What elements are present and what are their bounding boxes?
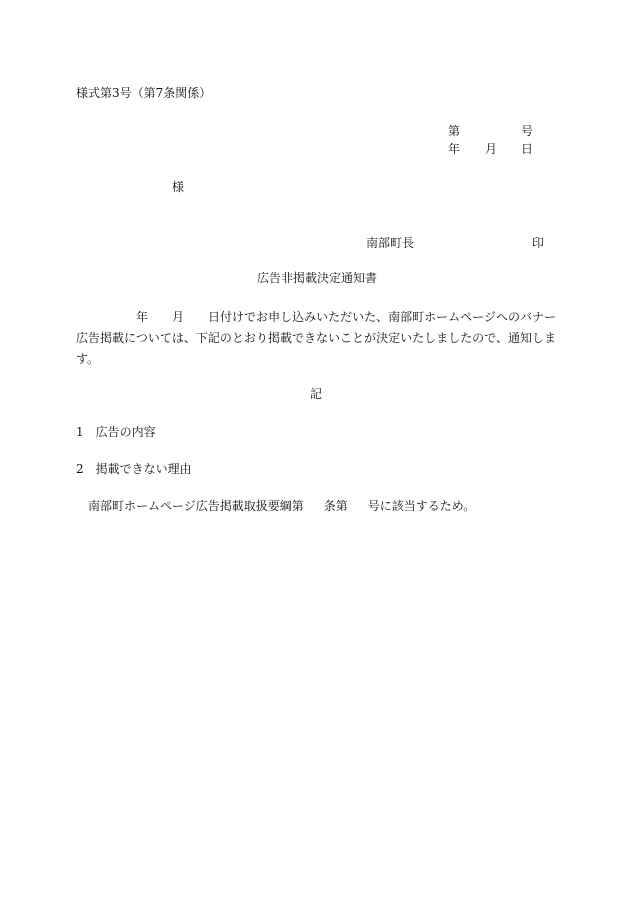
reason-line <box>88 499 475 513</box>
item-label: 掲載できない理由 <box>95 462 192 476</box>
body-paragraph <box>76 307 556 370</box>
reference-number-prefix: 第 <box>448 124 461 138</box>
body-year-label: 年 <box>136 310 149 324</box>
reference-number-suffix: 号 <box>521 124 534 138</box>
reason-part-3: 号に該当するため。 <box>367 499 476 513</box>
body-month-label: 月 <box>172 310 185 324</box>
date-year-label: 年 <box>448 142 461 156</box>
document-title: 広告非掲載決定通知書 <box>257 271 378 285</box>
addressee-honorific: 様 <box>172 180 185 194</box>
item-1 <box>76 425 156 439</box>
date-day-label: 日 <box>521 142 534 156</box>
seal-mark: 印 <box>532 236 545 250</box>
form-label: 様式第3号（第7条関係） <box>76 86 212 100</box>
ki-heading: 記 <box>310 387 323 401</box>
body-text: 日付けでお申し込みいただいた、南部町ホームページへのバナー広告掲載については、下記のとおり掲載できないことが決定いたしましたので、通知します。 <box>76 310 556 366</box>
reason-part-1: 南部町ホームページ広告掲載取扱要綱第 <box>88 499 304 513</box>
reason-part-2: 条第 <box>323 499 348 513</box>
date-month-label: 月 <box>485 142 498 156</box>
issuer-name: 南部町長 <box>366 236 415 250</box>
item-2 <box>76 462 192 476</box>
item-label: 広告の内容 <box>95 425 156 439</box>
item-number: 1 <box>76 425 84 439</box>
item-number: 2 <box>76 462 84 476</box>
